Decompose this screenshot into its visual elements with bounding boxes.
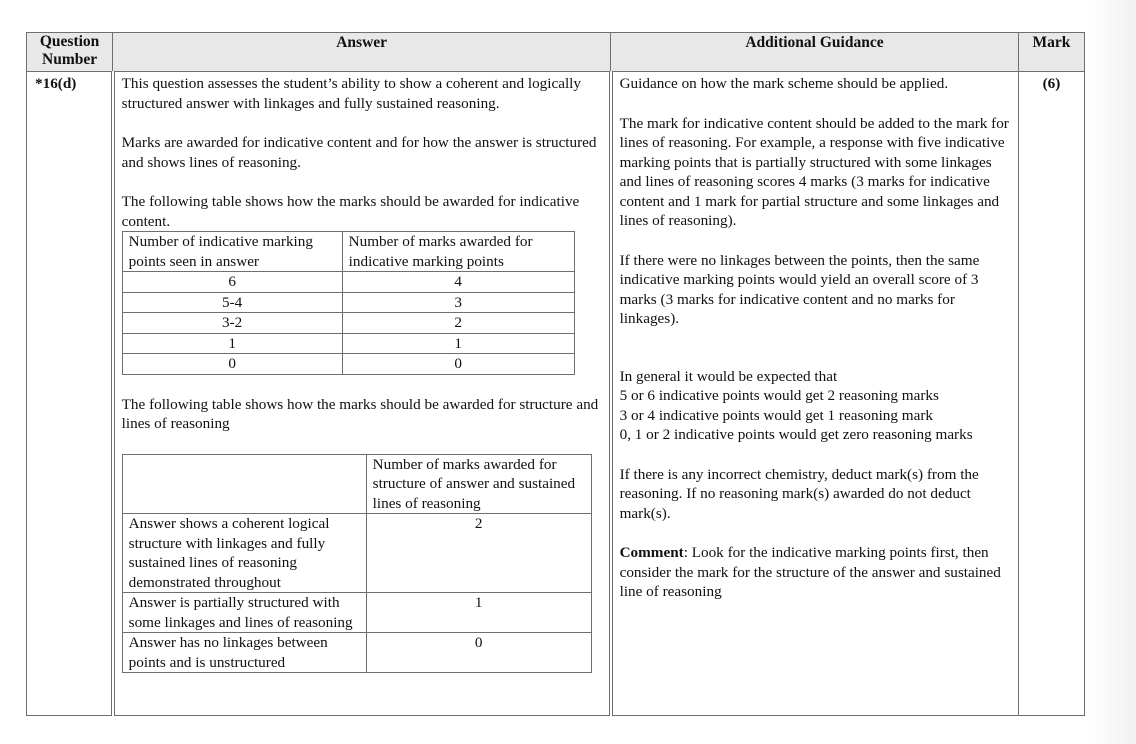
guidance-p4-line: In general it would be expected that (619, 367, 838, 385)
header-row (27, 33, 1085, 72)
header-question-number: Question Number (27, 33, 113, 72)
table2-mark: 1 (366, 593, 591, 633)
table1-cell: 6 (122, 272, 342, 293)
question-number: *16(d) (27, 72, 113, 716)
table2-description: Answer has no linkages between points and is unstructured (122, 633, 366, 673)
answer-marks-awarded: Marks are awarded for indicative content and for how the answer is structured and shows lines of reasoning. (121, 134, 597, 171)
table1-header: Number of marks awarded for indicative marking points (342, 232, 574, 272)
table2-mark: 2 (366, 514, 591, 593)
guidance-comment (620, 543, 1010, 602)
table-row (122, 593, 591, 633)
header-mark: Mark (1018, 33, 1084, 72)
table1-cell: 3-2 (122, 313, 342, 334)
table2-mark: 0 (366, 633, 591, 673)
table2-header: Number of marks awarded for structure of answer and sustained lines of reasoning (366, 454, 591, 514)
table-row (122, 354, 574, 375)
header-answer: Answer (113, 33, 611, 72)
guidance-p2: The mark for indicative content should be added to the mark for lines of reasoning. For example, a response with five indicative marking points that is partially structured with some linkages and lines of reasoning scores 4 marks (3 marks for indicative content and 1 mark for partial structure and some linkages and lines of reasoning). (619, 114, 1009, 229)
table-row (122, 514, 591, 593)
table-row (122, 333, 574, 354)
table2-header-row (122, 454, 591, 514)
table1-cell: 0 (342, 354, 574, 375)
table1-cell: 0 (122, 354, 342, 375)
guidance-p4-line: 0, 1 or 2 indicative points would get zero reasoning marks (619, 426, 973, 443)
guidance-p4-line: 3 or 4 indicative points would get 1 reasoning mark (619, 406, 933, 424)
table-row (122, 313, 574, 334)
mark-scheme-table (26, 32, 1085, 716)
header-additional-guidance: Additional Guidance (611, 33, 1019, 72)
table1-header-row (122, 232, 574, 272)
question-row (27, 72, 1085, 716)
table2-intro: The following table shows how the marks should be awarded for structure and lines of reasoning (121, 395, 599, 432)
structure-reasoning-table (122, 454, 592, 674)
table2-header-empty (122, 454, 366, 514)
table1-intro: The following table shows how the marks should be awarded for indicative content. (121, 193, 580, 230)
indicative-content-table (122, 231, 575, 375)
guidance-p3: If there were no linkages between the points, then the same indicative marking points would yield an overall score of 3 marks (3 marks for indicative content and no marks for linkages). (619, 251, 980, 327)
table2-description: Answer shows a coherent logical structure with linkages and fully sustained lines of reasoning demonstrated throughout (122, 514, 366, 593)
answer-cell (113, 72, 611, 716)
mark-scheme-page (26, 32, 1086, 717)
comment-label: Comment (619, 544, 684, 561)
table1-cell: 3 (342, 292, 574, 313)
comment-text: : Look for the indicative marking points first, then consider the mark for the structure of the answer and sustained line of reasoning (619, 544, 1001, 600)
table-row (122, 633, 591, 673)
table1-cell: 2 (342, 313, 574, 334)
table1-cell: 4 (342, 272, 574, 293)
table1-cell: 1 (122, 333, 342, 354)
table1-cell: 1 (342, 333, 574, 354)
table2-description: Answer is partially structured with some linkages and lines of reasoning (122, 593, 366, 633)
guidance-p5: If there is any incorrect chemistry, deduct mark(s) from the reasoning. If no reasoning mark(s) awarded do not deduct mark(s). (619, 465, 979, 522)
mark-value: (6) (1018, 72, 1084, 716)
table-row (122, 292, 574, 313)
answer-intro: This question assesses the student’s ability to show a coherent and logically structured answer with linkages and fully sustained reasoning. (121, 75, 581, 112)
guidance-p4-line: 5 or 6 indicative points would get 2 reasoning marks (619, 387, 939, 404)
guidance-cell (611, 72, 1019, 716)
table-row (122, 272, 574, 293)
table1-cell: 5-4 (122, 292, 342, 313)
table1-header: Number of indicative marking points seen in answer (122, 232, 342, 272)
guidance-p1: Guidance on how the mark scheme should be applied. (619, 75, 949, 92)
